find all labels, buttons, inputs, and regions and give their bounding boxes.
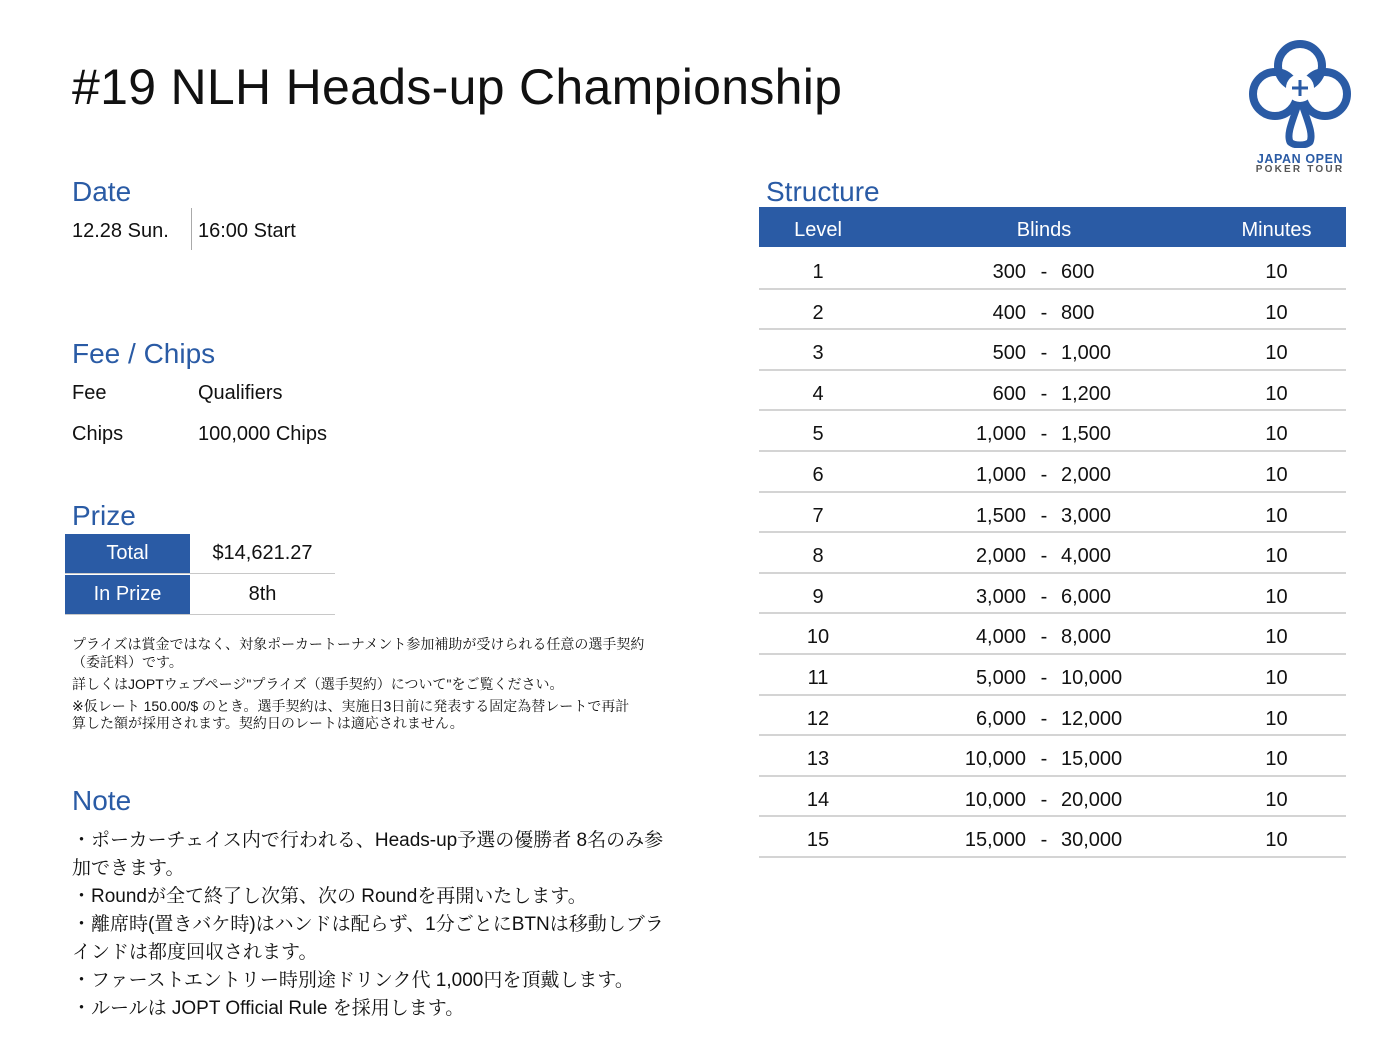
structure-row [759, 533, 1346, 574]
col-blinds: Blinds [1016, 219, 1072, 241]
minutes-cell: 10 [1265, 423, 1288, 446]
note-line: ・Roundが全て終了し次第、次の Roundを再開いたします。 [72, 886, 587, 907]
date-start: 16:00 Start [198, 220, 296, 242]
structure-row [759, 249, 1346, 290]
structure-row [759, 777, 1346, 818]
big-blind-cell: 2,000 [1061, 464, 1112, 486]
chips-label: Chips [72, 423, 124, 445]
minutes-cell: 10 [1265, 382, 1288, 405]
structure-row [759, 411, 1346, 452]
minutes-cell: 10 [1265, 261, 1288, 283]
minutes-cell: 10 [1265, 342, 1288, 365]
small-blind-cell: 6,000 [975, 707, 1026, 730]
small-blind-cell: 1,500 [975, 504, 1026, 527]
structure-row [759, 614, 1346, 655]
structure-row [759, 371, 1346, 412]
jopt-logo [1246, 38, 1354, 178]
structure-row [759, 493, 1346, 534]
minutes-cell: 10 [1265, 301, 1288, 324]
small-blind-cell: 15,000 [964, 829, 1026, 852]
level-cell: 5 [812, 423, 824, 446]
minutes-cell: 10 [1265, 707, 1288, 730]
small-blind-cell: 5,000 [975, 667, 1026, 689]
prize-note-line: ※仮レート 150.00/$ のとき。選手契約は、実施日3日前に発表する固定為替レートで再計 [72, 698, 630, 714]
prize-note-line: プライズは賞金ではなく、対象ポーカートーナメント参加補助が受けられる任意の選手契約 [72, 636, 645, 652]
blind-separator: - [1040, 626, 1048, 649]
minutes-cell: 10 [1265, 626, 1288, 649]
prize-in-prize-row [65, 575, 335, 615]
blind-separator: - [1040, 748, 1048, 771]
small-blind-cell: 500 [992, 342, 1026, 365]
big-blind-cell: 3,000 [1061, 504, 1112, 527]
page-title: #19 NLH Heads-up Championship [72, 59, 843, 115]
level-cell: 11 [807, 667, 829, 689]
structure-row [759, 817, 1346, 858]
blind-separator: - [1040, 342, 1048, 365]
small-blind-cell: 1,000 [975, 423, 1026, 446]
prize-in-prize-value: 8th [248, 583, 277, 605]
structure-row [759, 736, 1346, 777]
blind-separator: - [1040, 829, 1048, 852]
blind-separator: - [1040, 464, 1048, 486]
small-blind-cell: 1,000 [975, 464, 1026, 486]
small-blind-cell: 400 [992, 301, 1026, 324]
small-blind-cell: 10,000 [964, 788, 1026, 811]
minutes-cell: 10 [1265, 748, 1288, 771]
big-blind-cell: 20,000 [1061, 788, 1123, 811]
structure-row [759, 452, 1346, 493]
minutes-cell: 10 [1265, 464, 1288, 486]
small-blind-cell: 600 [992, 382, 1026, 405]
big-blind-cell: 10,000 [1061, 667, 1123, 689]
level-cell: 12 [806, 707, 830, 730]
structure-row [759, 290, 1346, 331]
level-cell: 6 [812, 464, 824, 486]
fee-value: Qualifiers [198, 382, 283, 404]
fee-chips-heading: Fee / Chips [72, 338, 216, 369]
note-line: インドは都度回収されます。 [72, 942, 318, 963]
big-blind-cell: 1,000 [1061, 342, 1112, 365]
level-cell: 1 [812, 261, 824, 283]
structure-row [759, 330, 1346, 371]
note-line: ・ポーカーチェイス内で行われる、Heads-up予選の優勝者 8名のみ参 [72, 830, 664, 851]
blind-separator: - [1040, 261, 1048, 283]
date-divider [191, 208, 192, 250]
big-blind-cell: 15,000 [1061, 748, 1123, 771]
fee-label: Fee [72, 382, 107, 404]
big-blind-cell: 6,000 [1061, 585, 1112, 608]
level-cell: 14 [806, 788, 830, 811]
minutes-cell: 10 [1265, 585, 1288, 608]
minutes-cell: 10 [1265, 829, 1288, 852]
minutes-cell: 10 [1265, 504, 1288, 527]
big-blind-cell: 30,000 [1061, 829, 1123, 852]
big-blind-cell: 12,000 [1061, 707, 1123, 730]
structure-table-header [759, 207, 1346, 247]
structure-row [759, 655, 1346, 696]
minutes-cell: 10 [1265, 667, 1288, 689]
big-blind-cell: 4,000 [1061, 545, 1112, 568]
structure-row [759, 574, 1346, 615]
big-blind-cell: 1,500 [1061, 423, 1112, 446]
prize-note-line: 詳しくはJOPTウェブページ"プライズ（選手契約）について"をご覧ください。 [72, 676, 564, 692]
level-cell: 10 [806, 626, 830, 649]
small-blind-cell: 10,000 [964, 748, 1026, 771]
logo-line1: JAPAN OPEN [1256, 152, 1344, 166]
note-heading: Note [72, 785, 132, 816]
big-blind-cell: 600 [1061, 261, 1095, 283]
small-blind-cell: 300 [992, 261, 1026, 283]
prize-heading: Prize [72, 500, 136, 531]
structure-heading: Structure [766, 176, 880, 207]
big-blind-cell: 1,200 [1061, 382, 1112, 405]
col-minutes: Minutes [1241, 219, 1312, 241]
level-cell: 9 [812, 585, 824, 608]
level-cell: 15 [806, 829, 830, 852]
level-cell: 13 [806, 748, 830, 771]
note-line: ・ファーストエントリー時別途ドリンク代 1,000円を頂戴します。 [72, 970, 634, 991]
blind-separator: - [1040, 545, 1048, 568]
level-cell: 8 [812, 545, 824, 568]
blind-separator: - [1040, 788, 1048, 811]
big-blind-cell: 8,000 [1061, 626, 1112, 649]
level-cell: 4 [812, 382, 824, 405]
date-day: 12.28 Sun. [72, 220, 169, 242]
blind-separator: - [1040, 585, 1048, 608]
small-blind-cell: 3,000 [975, 585, 1026, 608]
small-blind-cell: 4,000 [975, 626, 1026, 649]
blind-separator: - [1040, 382, 1048, 405]
prize-total-row [65, 534, 335, 574]
blind-separator: - [1040, 301, 1048, 324]
blind-separator: - [1040, 423, 1048, 446]
prize-total-value: $14,621.27 [212, 542, 313, 564]
small-blind-cell: 2,000 [975, 545, 1026, 568]
prize-note-line: （委託料）です。 [72, 654, 183, 670]
big-blind-cell: 800 [1061, 301, 1095, 324]
col-level: Level [794, 219, 842, 241]
date-heading: Date [72, 176, 132, 207]
prize-in-prize-label: In Prize [65, 575, 190, 614]
note-line: ・離席時(置きバケ時)はハンドは配らず、1分ごとにBTNは移動しブラ [72, 914, 664, 935]
level-cell: 3 [812, 342, 824, 365]
prize-note-line: 算した額が採用されます。契約日のレートは適応されません。 [72, 715, 464, 731]
minutes-cell: 10 [1265, 545, 1288, 568]
logo-line2: POKER TOUR [1255, 164, 1345, 175]
club-logo-icon [1246, 38, 1354, 148]
structure-row [759, 696, 1346, 737]
blind-separator: - [1040, 667, 1048, 689]
note-line: ・ルールは JOPT Official Rule を採用します。 [72, 998, 465, 1019]
prize-total-label: Total [65, 534, 190, 573]
chips-value: 100,000 Chips [198, 423, 327, 445]
level-cell: 2 [812, 301, 824, 324]
blind-separator: - [1040, 707, 1048, 730]
blind-separator: - [1040, 504, 1048, 527]
minutes-cell: 10 [1265, 788, 1288, 811]
note-line: 加できます。 [72, 858, 185, 879]
level-cell: 7 [812, 504, 824, 527]
